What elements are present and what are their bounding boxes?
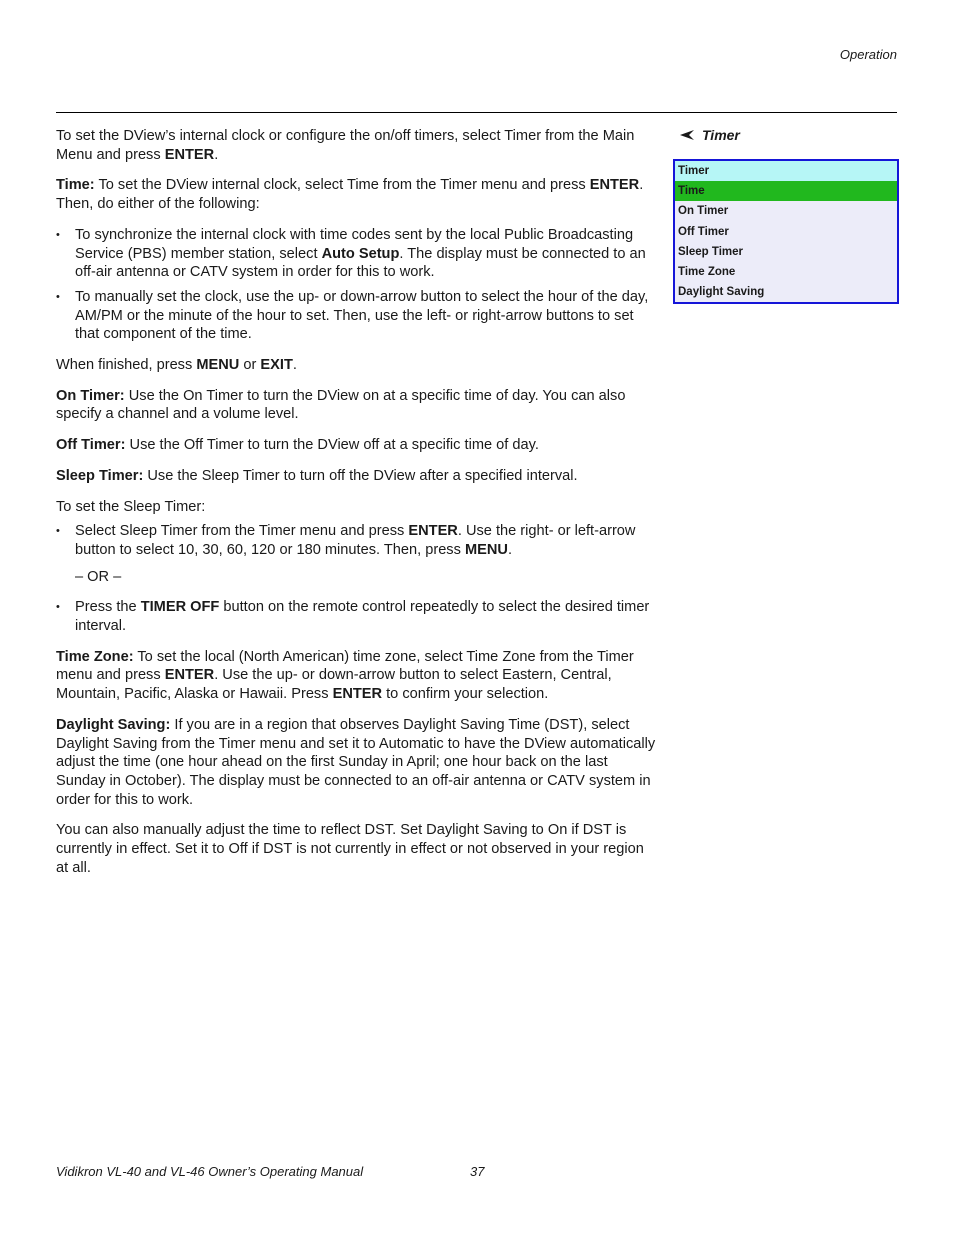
term-sleep-timer: Sleep Timer:: [56, 467, 144, 484]
list-item: • Press the TIMER OFF button on the remote control repeatedly to select the desired timer interval.: [56, 598, 656, 635]
running-header-section: Operation: [839, 47, 897, 62]
main-content: [56, 127, 656, 890]
finished-paragraph: When finished, press MENU or EXIT.: [56, 357, 297, 374]
timer-osd-menu: [673, 159, 899, 304]
intro-paragraph: To set the DView’s internal clock or configure the on/off timers, select Timer from the Main Menu and press ENTER.: [56, 128, 635, 163]
arrow-left-icon: [680, 127, 694, 143]
list-item: • Select Sleep Timer from the Timer menu and press ENTER. Use the right- or left-arrow button to select 10, 30, 60, 120 or 180 minutes. Then, press MENU.: [56, 522, 656, 559]
osd-item-off-timer: Off Timer: [678, 225, 729, 238]
footer-manual-title: Vidikron VL-40 and VL-46 Owner’s Operating Manual: [56, 1164, 364, 1179]
off-timer-paragraph: Off Timer: Use the Off Timer to turn the DView off at a specific time of day.: [56, 437, 539, 454]
time-bullet-list: [56, 226, 656, 344]
sidebar-heading-label: Timer: [702, 127, 740, 143]
osd-item-on-timer: On Timer: [678, 205, 729, 218]
term-time-zone: Time Zone:: [56, 648, 134, 665]
osd-menu-title: Timer: [675, 161, 897, 181]
daylight-saving-paragraph: Daylight Saving: If you are in a region that observes Daylight Saving Time (DST), select Daylight Saving from the Timer menu and set it to Automatic to have the DView automatically adjust the time (one hour ahead on the first Sunday in April; one hour back on the last Sunday in October). The display must be connected to an off-air antenna or CATV system in order for this to work.: [56, 716, 656, 808]
time-zone-paragraph: Time Zone: To set the local (North American) time zone, select Time Zone from the Timer menu and press ENTER. Use the up- or down-arrow button to select Eastern, Central, Mountain, Pacific, Alaska or Hawaii. Press ENTER to confirm your selection.: [56, 648, 634, 703]
term-time: Time:: [56, 177, 95, 194]
on-timer-paragraph: On Timer: Use the On Timer to turn the DView on at a specific time of day. You can also specify a channel and a volume level.: [56, 387, 626, 423]
sleep-bullet-list-2: [56, 598, 656, 635]
term-daylight-saving: Daylight Saving:: [56, 716, 171, 733]
term-off-timer: Off Timer:: [56, 437, 126, 454]
sidebar-heading: [680, 127, 740, 143]
time-paragraph: Time: To set the DView internal clock, select Time from the Timer menu and press ENTER. Then, do either of the following:: [56, 177, 644, 213]
osd-item-time: Time: [675, 181, 897, 201]
or-separator: – OR –: [75, 568, 122, 585]
osd-item-time-zone: Time Zone: [678, 265, 736, 278]
osd-item-daylight-saving: Daylight Saving: [678, 286, 765, 299]
sleep-intro: To set the Sleep Timer:: [56, 498, 206, 515]
footer-page-number: 37: [470, 1164, 485, 1179]
manual-dst-paragraph: You can also manually adjust the time to reflect DST. Set Daylight Saving to On if DST is currently in effect. Set it to Off if DST is not currently in effect or not observed in your region at all.: [56, 822, 644, 876]
osd-item-sleep-timer: Sleep Timer: [678, 245, 743, 258]
sleep-timer-paragraph: Sleep Timer: Use the Sleep Timer to turn off the DView after a specified interval.: [56, 467, 578, 484]
sleep-bullet-list-1: [56, 522, 656, 559]
term-on-timer: On Timer:: [56, 387, 125, 404]
list-item: • To synchronize the internal clock with time codes sent by the local Public Broadcasting Service (PBS) member station, select Auto Setup. The display must be connected to an off-air antenna or CATV system in order for this to work.: [56, 226, 656, 282]
header-rule: [56, 112, 897, 113]
list-item: • To manually set the clock, use the up- or down-arrow button to select the hour of the day, AM/PM or the minute of the hour to set. Then, use the left- or right-arrow buttons to set that component of the time.: [56, 288, 656, 344]
